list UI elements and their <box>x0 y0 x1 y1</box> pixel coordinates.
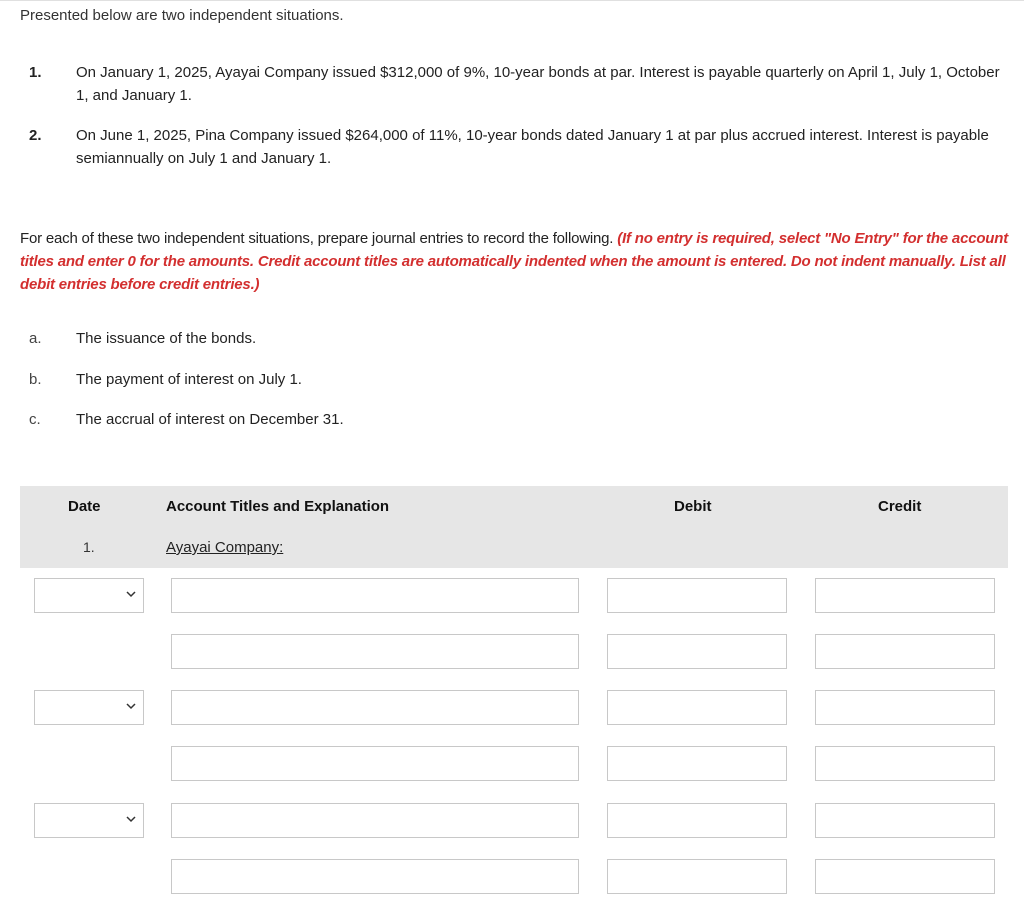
part-label: c. <box>29 411 41 428</box>
credit-input[interactable] <box>815 859 995 894</box>
company-label: Ayayai Company: <box>166 539 284 556</box>
date-select[interactable] <box>34 578 144 613</box>
credit-input[interactable] <box>815 634 995 669</box>
account-title-input[interactable] <box>171 578 579 613</box>
chevron-down-icon <box>125 700 137 712</box>
intro-text: Presented below are two independent situations. <box>20 7 344 24</box>
situation-text: On June 1, 2025, Pina Company issued $264,000 of 11%, 10-year bonds dated January 1 at par plus accrued interest. Interest is payable semiannually on July 1 and January 1. <box>76 127 989 167</box>
top-divider <box>0 0 1024 1</box>
account-title-input[interactable] <box>171 859 579 894</box>
date-select[interactable] <box>34 690 144 725</box>
debit-input[interactable] <box>607 803 787 838</box>
credit-column-header: Credit <box>878 498 922 515</box>
account-title-input[interactable] <box>171 690 579 725</box>
date-column-header: Date <box>68 498 101 515</box>
part-label: a. <box>29 330 42 347</box>
chevron-down-icon <box>125 588 137 600</box>
part-text: The payment of interest on July 1. <box>76 371 302 388</box>
credit-input[interactable] <box>815 690 995 725</box>
account-title-input[interactable] <box>171 746 579 781</box>
credit-input[interactable] <box>815 578 995 613</box>
date-select[interactable] <box>34 803 144 838</box>
journal-table-header <box>20 486 1008 568</box>
instructions-note: (If no entry is required, select "No Entry" for the account titles and enter 0 for the amounts. Credit account titles are automatically indented when the amount is entered. Do not indent manually. List all debit entries before credit entries.) <box>20 230 1009 293</box>
debit-input[interactable] <box>607 859 787 894</box>
account-title-input[interactable] <box>171 634 579 669</box>
situation-number: 2. <box>29 127 42 144</box>
instructions <box>20 227 1010 296</box>
chevron-down-icon <box>125 813 137 825</box>
part-text: The issuance of the bonds. <box>76 330 257 347</box>
account-title-input[interactable] <box>171 803 579 838</box>
part-label: b. <box>29 371 42 388</box>
account-column-header: Account Titles and Explanation <box>166 498 390 515</box>
debit-column-header: Debit <box>674 498 712 515</box>
debit-input[interactable] <box>607 690 787 725</box>
situation-number: 1. <box>29 64 42 81</box>
instructions-main: For each of these two independent situations, prepare journal entries to record the following. <box>20 230 614 247</box>
part-text: The accrual of interest on December 31. <box>76 411 344 428</box>
credit-input[interactable] <box>815 746 995 781</box>
credit-input[interactable] <box>815 803 995 838</box>
section-number: 1. <box>83 539 95 555</box>
debit-input[interactable] <box>607 746 787 781</box>
debit-input[interactable] <box>607 634 787 669</box>
debit-input[interactable] <box>607 578 787 613</box>
situation-text: On January 1, 2025, Ayayai Company issued $312,000 of 9%, 10-year bonds at par. Interest is payable quarterly on April 1, July 1, October 1, and January 1. <box>76 64 1000 104</box>
